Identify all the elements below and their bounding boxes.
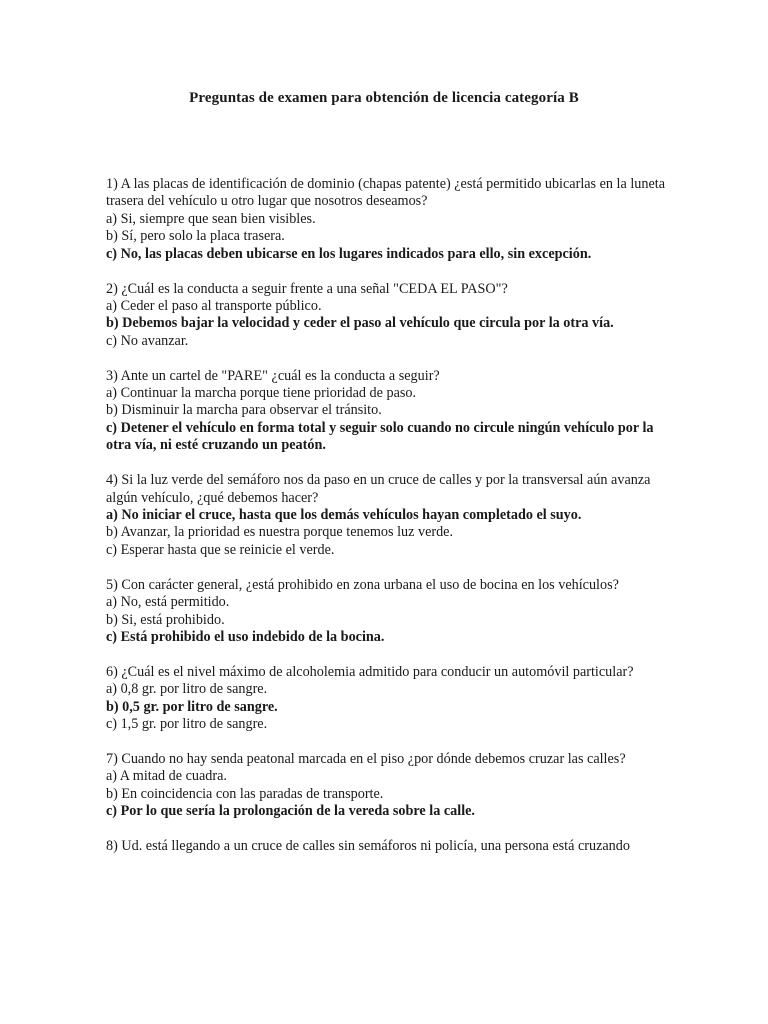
answer-option: c) 1,5 gr. por litro de sangre. (106, 716, 268, 733)
answer-option: a) A mitad de cuadra. (106, 768, 227, 785)
question-block (106, 176, 666, 263)
correct-answer-option: b) 0,5 gr. por litro de sangre. (106, 698, 278, 715)
answer-option: a) Si, siempre que sean bien visibles. (106, 210, 316, 227)
question-block (106, 368, 666, 455)
question-block (106, 664, 666, 734)
correct-answer-option: b) Debemos bajar la velocidad y ceder el paso al vehículo que circula por la otra vía. (106, 315, 614, 332)
answer-option: b) Sí, pero solo la placa trasera. (106, 228, 285, 245)
document-title: Preguntas de examen para obtención de licencia categoría B (189, 90, 579, 106)
correct-answer-option: c) Detener el vehículo en forma total y seguir solo cuando no circule ningún vehículo por la otra vía, ni esté cruzando un peatón. (106, 419, 654, 454)
correct-answer-option: c) Por lo que sería la prolongación de la vereda sobre la calle. (106, 803, 475, 820)
answer-option: b) Avanzar, la prioridad es nuestra porque tenemos luz verde. (106, 524, 454, 541)
correct-answer-option: c) No, las placas deben ubicarse en los lugares indicados para ello, sin excepción. (106, 245, 592, 262)
question-text: 1) A las placas de identificación de dominio (chapas patente) ¿está permitido ubicarlas en la luneta trasera del vehículo u otro lugar que nosotros deseamos? (106, 176, 666, 210)
correct-answer-option: c) Está prohibido el uso indebido de la bocina. (106, 628, 385, 645)
question-block (106, 281, 666, 351)
question-text: 3) Ante un cartel de "PARE" ¿cuál es la conducta a seguir? (106, 367, 440, 384)
question-text: 6) ¿Cuál es el nivel máximo de alcoholemia admitido para conducir un automóvil particular? (106, 663, 634, 680)
answer-option: b) En coincidencia con las paradas de transporte. (106, 785, 384, 802)
question-text: 5) Con carácter general, ¿está prohibido en zona urbana el uso de bocina en los vehículos? (106, 576, 619, 593)
answer-option: a) Ceder el paso al transporte público. (106, 297, 322, 314)
correct-answer-option: a) No iniciar el cruce, hasta que los demás vehículos hayan completado el suyo. (106, 507, 582, 523)
answer-option: a) 0,8 gr. por litro de sangre. (106, 681, 268, 698)
answer-option: b) Disminuir la marcha para observar el tránsito. (106, 402, 382, 419)
question-block (106, 577, 666, 647)
answer-option: a) No, está permitido. (106, 594, 230, 611)
question-text: 2) ¿Cuál es la conducta a seguir frente a una señal "CEDA EL PASO"? (106, 280, 508, 297)
question-block (106, 751, 666, 821)
question-text: 8) Ud. está llegando a un cruce de calles sin semáforos ni policía, una persona está cruzando (106, 838, 630, 855)
answer-option: c) Esperar hasta que se reinicie el verde. (106, 541, 335, 558)
answer-option: a) Continuar la marcha porque tiene prioridad de paso. (106, 385, 417, 402)
question-list (106, 176, 666, 873)
question-text: 7) Cuando no hay senda peatonal marcada en el piso ¿por dónde debemos cruzar las calles? (106, 750, 626, 767)
question-block (106, 838, 666, 855)
question-text: 4) Si la luz verde del semáforo nos da paso en un cruce de calles y por la transversal aún avanza algún vehículo, ¿qué debemos hacer? (106, 472, 651, 506)
answer-option: b) Si, está prohibido. (106, 611, 225, 628)
answer-option: c) No avanzar. (106, 332, 189, 349)
question-block (106, 472, 666, 559)
